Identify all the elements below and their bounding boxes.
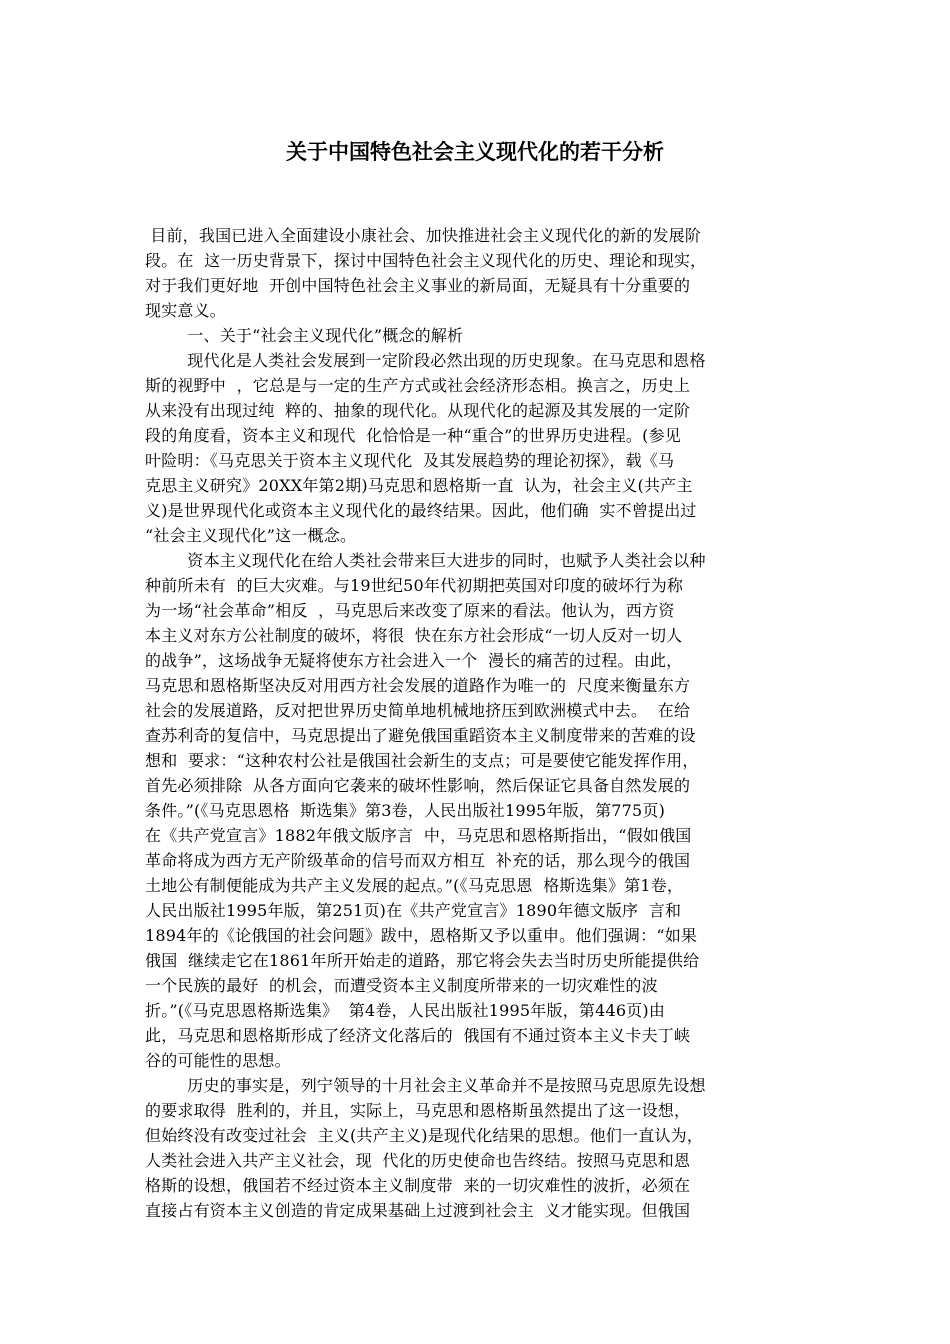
- text-line: 为一场“社会革命”相反 ，马克思后来改变了原来的看法。他认为，西方资: [145, 601, 675, 620]
- text-line: 历史的事实是，列宁领导的十月社会主义革命并不是按照马克思原先设想: [145, 1076, 706, 1095]
- text-line: 对于我们更好地 开创中国特色社会主义事业的新局面，无疑具有十分重要的: [145, 276, 691, 295]
- text-line: 谷的可能性的思想。: [145, 1051, 291, 1070]
- text-line: 人类社会进入共产主义社会，现 代化的历史使命也告终结。按照马克思和恩: [145, 1151, 691, 1170]
- text-line: 一、关于“社会主义现代化”概念的解析: [145, 326, 464, 345]
- text-line: 直接占有资本主义创造的肯定成果基础上过渡到社会主 义才能实现。但俄国: [145, 1201, 691, 1220]
- text-line: 目前，我国已进入全面建设小康社会、加快推进社会主义现代化的新的发展阶: [145, 226, 702, 245]
- text-line: 首先必须排除 从各方面向它袭来的破坏性影响，然后保证它具备自然发展的: [145, 776, 691, 795]
- text-line: 现实意义。: [145, 301, 227, 320]
- text-line: 克思主义研究》20XX年第2期)马克思和恩格斯一直 认为，社会主义(共产主: [145, 476, 693, 495]
- text-line: 想和 要求：“这种农村公社是俄国社会新生的支点；可是要使它能发挥作用，: [145, 751, 699, 770]
- text-line: 叶险明：《马克思关于资本主义现代化 及其发展趋势的理论初探》，载《马: [145, 451, 675, 470]
- text-line: 斯的视野中 ，它总是与一定的生产方式或社会经济形态相。换言之，历史上: [145, 376, 691, 395]
- text-line: 段。在 这一历史背景下，探讨中国特色社会主义现代化的历史、理论和现实，: [145, 251, 707, 270]
- text-line: 的要求取得 胜利的，并且，实际上，马克思和恩格斯虽然提出了这一设想，: [145, 1101, 691, 1120]
- text-line: 但始终没有改变过社会 主义(共产主义)是现代化结果的思想。他们一直认为，: [145, 1126, 704, 1145]
- page-title: 关于中国特色社会主义现代化的若干分析: [286, 140, 664, 164]
- text-line: 一个民族的最好 的机会，而遭受资本主义制度所带来的一切灾难性的波: [145, 976, 658, 995]
- text-line: 从来没有出现过纯 粹的、抽象的现代化。从现代化的起源及其发展的一定阶: [145, 401, 691, 420]
- text-line: 1894年的《论俄国的社会问题》跋中，恩格斯又予以重申。他们强调：“如果: [145, 926, 698, 945]
- document-body: [145, 223, 810, 1223]
- text-line: 种前所未有 的巨大灾难。与19世纪50年代初期把英国对印度的破坏行为称: [145, 576, 684, 595]
- text-line: 查苏利奇的复信中，马克思提出了避免俄国重蹈资本主义制度带来的苦难的设: [145, 726, 696, 745]
- text-line: 社会的发展道路，反对把世界历史简单地机械地挤压到欧洲模式中去。 在给: [145, 701, 691, 720]
- text-line: 人民出版社1995年版，第251页)在《共产党宣言》1890年德文版序 言和: [145, 901, 682, 920]
- text-line: 格斯的设想，俄国若不经过资本主义制度带 来的一切灾难性的波折，必须在: [145, 1176, 691, 1195]
- text-line: 本主义对东方公社制度的破坏，将很 快在东方社会形成“一切人反对一切人: [145, 626, 683, 645]
- text-line: 折。”(《马克思恩格斯选集》 第4卷，人民出版社1995年版，第446页)由: [145, 1001, 666, 1020]
- text-line: 革命将成为西方无产阶级革命的信号而双方相互 补充的话，那么现今的俄国: [145, 851, 691, 870]
- text-line: 的战争”，这场战争无疑将使东方社会进入一个 漫长的痛苦的过程。由此，: [145, 651, 683, 670]
- text-line: 土地公有制便能成为共产主义发展的起点。”(《马克思恩 格斯选集》第1卷，: [145, 876, 684, 895]
- text-line: 义)是世界现代化或资本主义现代化的最终结果。因此，他们确 实不曾提出过: [145, 501, 697, 520]
- text-line: 现代化是人类社会发展到一定阶段必然出现的历史现象。在马克思和恩格: [145, 351, 706, 370]
- text-line: 资本主义现代化在给人类社会带来巨大进步的同时，也赋予人类社会以种: [145, 551, 706, 570]
- text-line: 在《共产党宣言》1882年俄文版序言 中，马克思和恩格斯指出，“假如俄国: [145, 826, 692, 845]
- text-line: “社会主义现代化”这一概念。: [145, 526, 357, 545]
- text-line: 条件。”(《马克思恩格 斯选集》第3卷，人民出版社1995年版，第775页): [145, 801, 666, 820]
- text-line: 俄国 继续走它在1861年所开始走的道路，那它将会失去当时历史所能提供给: [145, 951, 700, 970]
- text-line: 马克思和恩格斯坚决反对用西方社会发展的道路作为唯一的 尺度来衡量东方: [145, 676, 691, 695]
- text-line: 段的角度看，资本主义和现代 化恰恰是一种“重合”的世界历史进程。(参见: [145, 426, 681, 445]
- text-line: 此，马克思和恩格斯形成了经济文化落后的 俄国有不通过资本主义卡夫丁峡: [145, 1026, 691, 1045]
